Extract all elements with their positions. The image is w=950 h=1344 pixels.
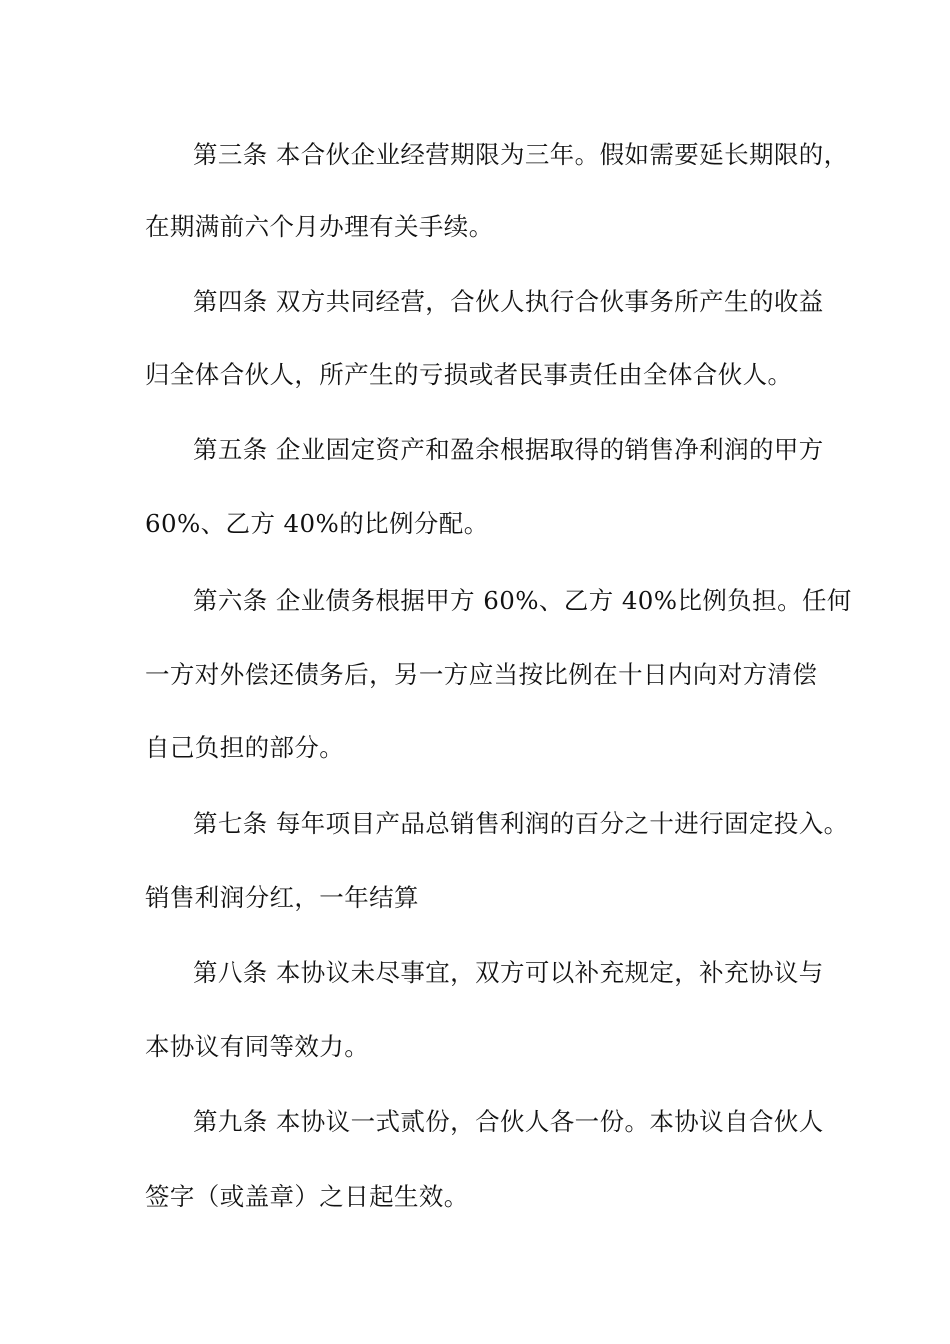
- article-5-line-2: 60%、乙方 40%的比例分配。: [145, 509, 489, 538]
- article-8-line-1: 第八条 本协议未尽事宜，双方可以补充规定，补充协议与: [193, 958, 824, 987]
- article-4-line-2: 归全体合伙人，所产生的亏损或者民事责任由全体合伙人。: [145, 360, 793, 389]
- article-6-line-2: 一方对外偿还债务后，另一方应当按比例在十日内向对方清偿: [145, 660, 818, 689]
- article-9-line-2: 签字（或盖章）之日起生效。: [145, 1182, 469, 1211]
- article-8-line-2: 本协议有同等效力。: [145, 1032, 370, 1061]
- article-5-line-1: 第五条 企业固定资产和盈余根据取得的销售净利润的甲方: [193, 435, 824, 464]
- article-7-line-2: 销售利润分红，一年结算: [145, 883, 419, 912]
- article-6-line-3: 自己负担的部分。: [145, 733, 345, 762]
- article-9-line-1: 第九条 本协议一式贰份，合伙人各一份。本协议自合伙人: [193, 1107, 824, 1136]
- article-4-line-1: 第四条 双方共同经营，合伙人执行合伙事务所产生的收益: [193, 287, 824, 316]
- article-3-line-1: 第三条 本合伙企业经营期限为三年。假如需要延长期限的，: [193, 140, 849, 169]
- article-6-line-1: 第六条 企业债务根据甲方 60%、乙方 40%比例负担。任何: [193, 586, 852, 615]
- article-7-line-1: 第七条 每年项目产品总销售利润的百分之十进行固定投入。: [193, 809, 849, 838]
- article-3-line-2: 在期满前六个月办理有关手续。: [145, 212, 494, 241]
